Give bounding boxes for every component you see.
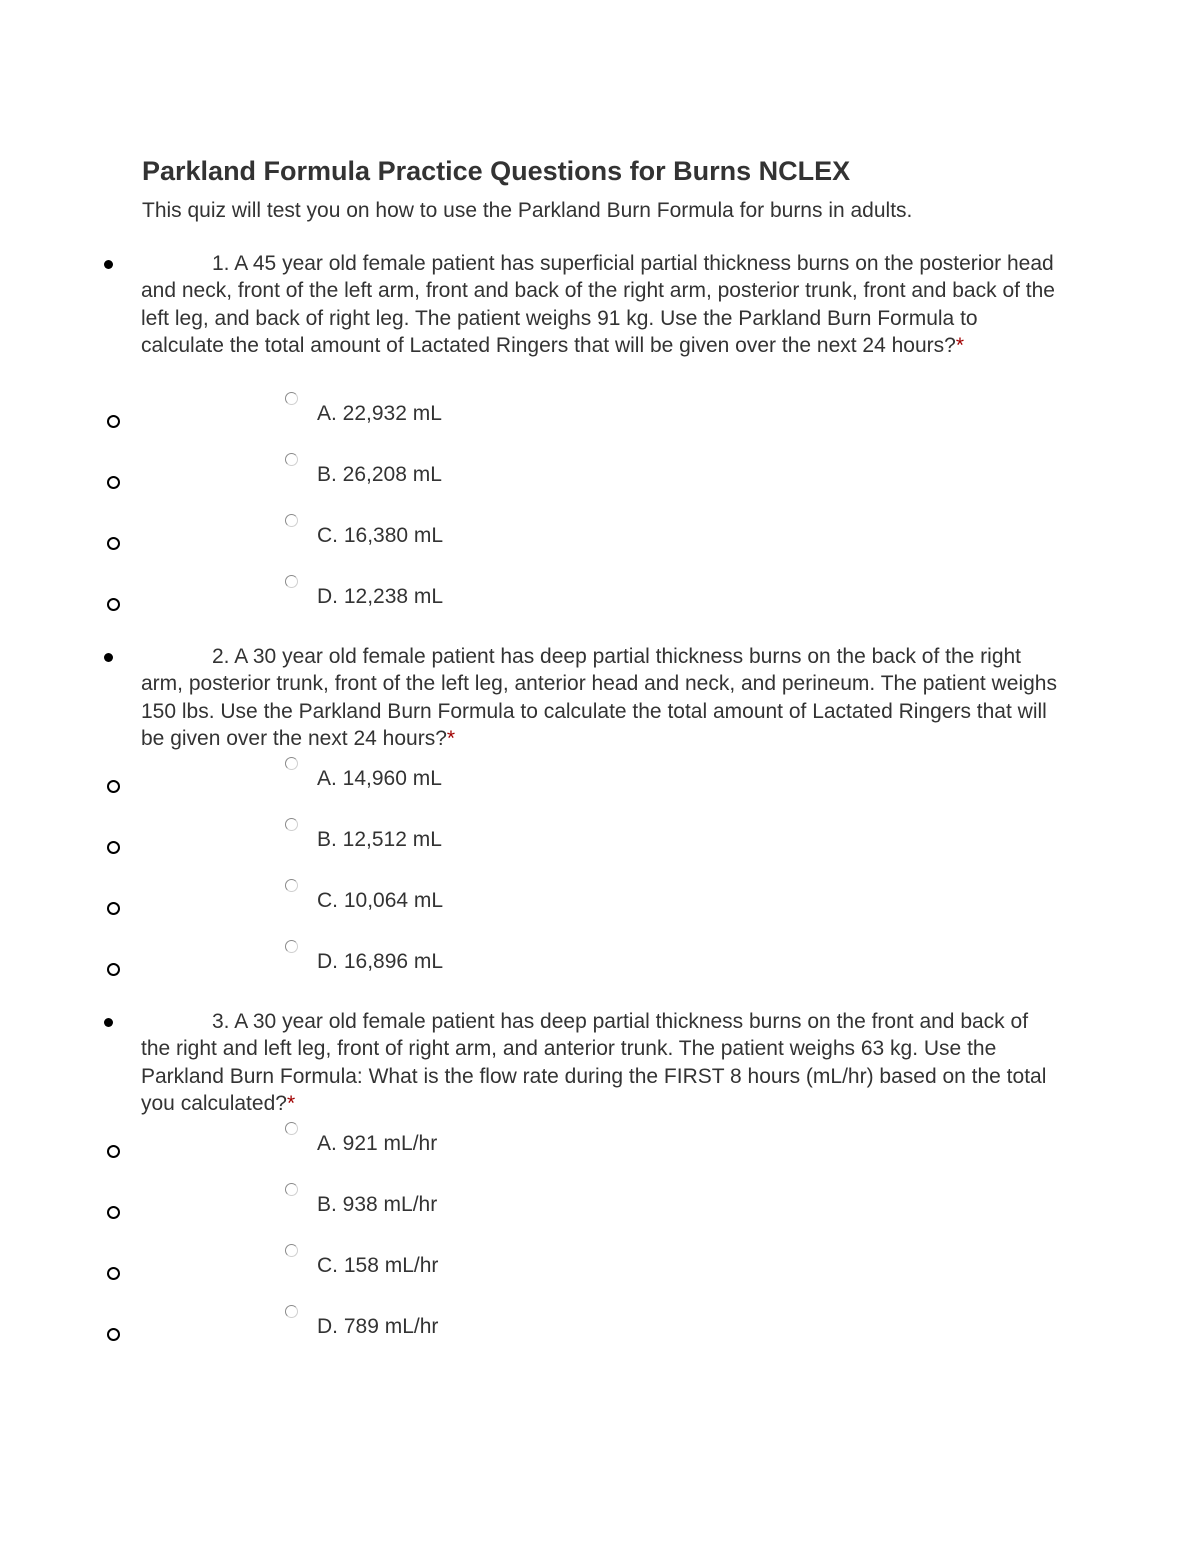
radio-button[interactable] [285, 1305, 298, 1318]
question-text [141, 250, 1061, 359]
circle-bullet-icon [107, 902, 120, 915]
option-3-d[interactable] [0, 1305, 1200, 1361]
radio-button[interactable] [285, 453, 298, 466]
option-3-b[interactable] [0, 1183, 1200, 1239]
circle-bullet-icon [107, 780, 120, 793]
option-label[interactable]: D. 789 mL/hr [317, 1315, 439, 1338]
option-label[interactable]: B. 26,208 mL [317, 463, 442, 486]
radio-button[interactable] [285, 818, 298, 831]
circle-bullet-icon [107, 537, 120, 550]
option-label[interactable]: A. 22,932 mL [317, 402, 442, 425]
circle-bullet-icon [107, 415, 120, 428]
circle-bullet-icon [107, 1145, 120, 1158]
option-2-c[interactable] [0, 879, 1200, 935]
radio-button[interactable] [285, 575, 298, 588]
option-label[interactable]: A. 921 mL/hr [317, 1132, 438, 1155]
option-2-a[interactable] [0, 757, 1200, 813]
option-2-b[interactable] [0, 818, 1200, 874]
option-1-d[interactable] [0, 575, 1200, 631]
radio-button[interactable] [285, 940, 298, 953]
option-label[interactable]: B. 12,512 mL [317, 828, 442, 851]
radio-button[interactable] [285, 1122, 298, 1135]
bullet-icon [104, 1018, 113, 1027]
option-1-c[interactable] [0, 514, 1200, 570]
page-title: Parkland Formula Practice Questions for Burns NCLEX [142, 156, 851, 186]
radio-button[interactable] [285, 392, 298, 405]
option-label[interactable]: D. 16,896 mL [317, 950, 444, 973]
bullet-icon [104, 260, 113, 269]
option-label[interactable]: C. 158 mL/hr [317, 1254, 439, 1277]
option-3-a[interactable] [0, 1122, 1200, 1178]
quiz-description: This quiz will test you on how to use the Parkland Burn Formula for burns in adults. [142, 199, 913, 222]
radio-button[interactable] [285, 879, 298, 892]
option-label[interactable]: B. 938 mL/hr [317, 1193, 438, 1216]
radio-button[interactable] [285, 1244, 298, 1257]
circle-bullet-icon [107, 1267, 120, 1280]
question-text [141, 643, 1061, 752]
option-label[interactable]: A. 14,960 mL [317, 767, 442, 790]
question-text [141, 1008, 1061, 1117]
question-3-text: 3. A 30 year old female patient has deep partial thickness burns on the front and back of the right and left leg, front of right arm, and anterior trunk. The patient weighs 63 kg. Use the Parkland Burn Formula: What is the flow rate during the FIRST 8 hours (mL/hr) based on the total you calculated? [141, 1010, 1047, 1115]
required-marker: * [446, 726, 456, 750]
circle-bullet-icon [107, 963, 120, 976]
circle-bullet-icon [107, 841, 120, 854]
question-2-text: 2. A 30 year old female patient has deep partial thickness burns on the back of the right arm, posterior trunk, front of the left leg, anterior head and neck, and perineum. The patient weighs 150 lbs. Use the Parkland Burn Formula to calculate the total amount of Lactated Ringers that will be given over the next 24 hours? [141, 645, 1057, 750]
circle-bullet-icon [107, 1328, 120, 1341]
circle-bullet-icon [107, 1206, 120, 1219]
option-3-c[interactable] [0, 1244, 1200, 1300]
option-1-a[interactable] [0, 392, 1200, 448]
required-marker: * [955, 333, 965, 357]
circle-bullet-icon [107, 598, 120, 611]
question-1-text: 1. A 45 year old female patient has superficial partial thickness burns on the posterior head and neck, front of the left arm, front and back of the right arm, posterior trunk, front and back of the left leg, and back of right leg. The patient weighs 91 kg. Use the Parkland Burn Formula to calculate the total amount of Lactated Ringers that will be given over the next 24 hours? [141, 252, 1055, 357]
radio-button[interactable] [285, 757, 298, 770]
option-1-b[interactable] [0, 453, 1200, 509]
radio-button[interactable] [285, 1183, 298, 1196]
radio-button[interactable] [285, 514, 298, 527]
option-label[interactable]: C. 10,064 mL [317, 889, 444, 912]
required-marker: * [286, 1091, 296, 1115]
circle-bullet-icon [107, 476, 120, 489]
bullet-icon [104, 653, 113, 662]
option-label[interactable]: D. 12,238 mL [317, 585, 444, 608]
option-2-d[interactable] [0, 940, 1200, 996]
option-label[interactable]: C. 16,380 mL [317, 524, 444, 547]
